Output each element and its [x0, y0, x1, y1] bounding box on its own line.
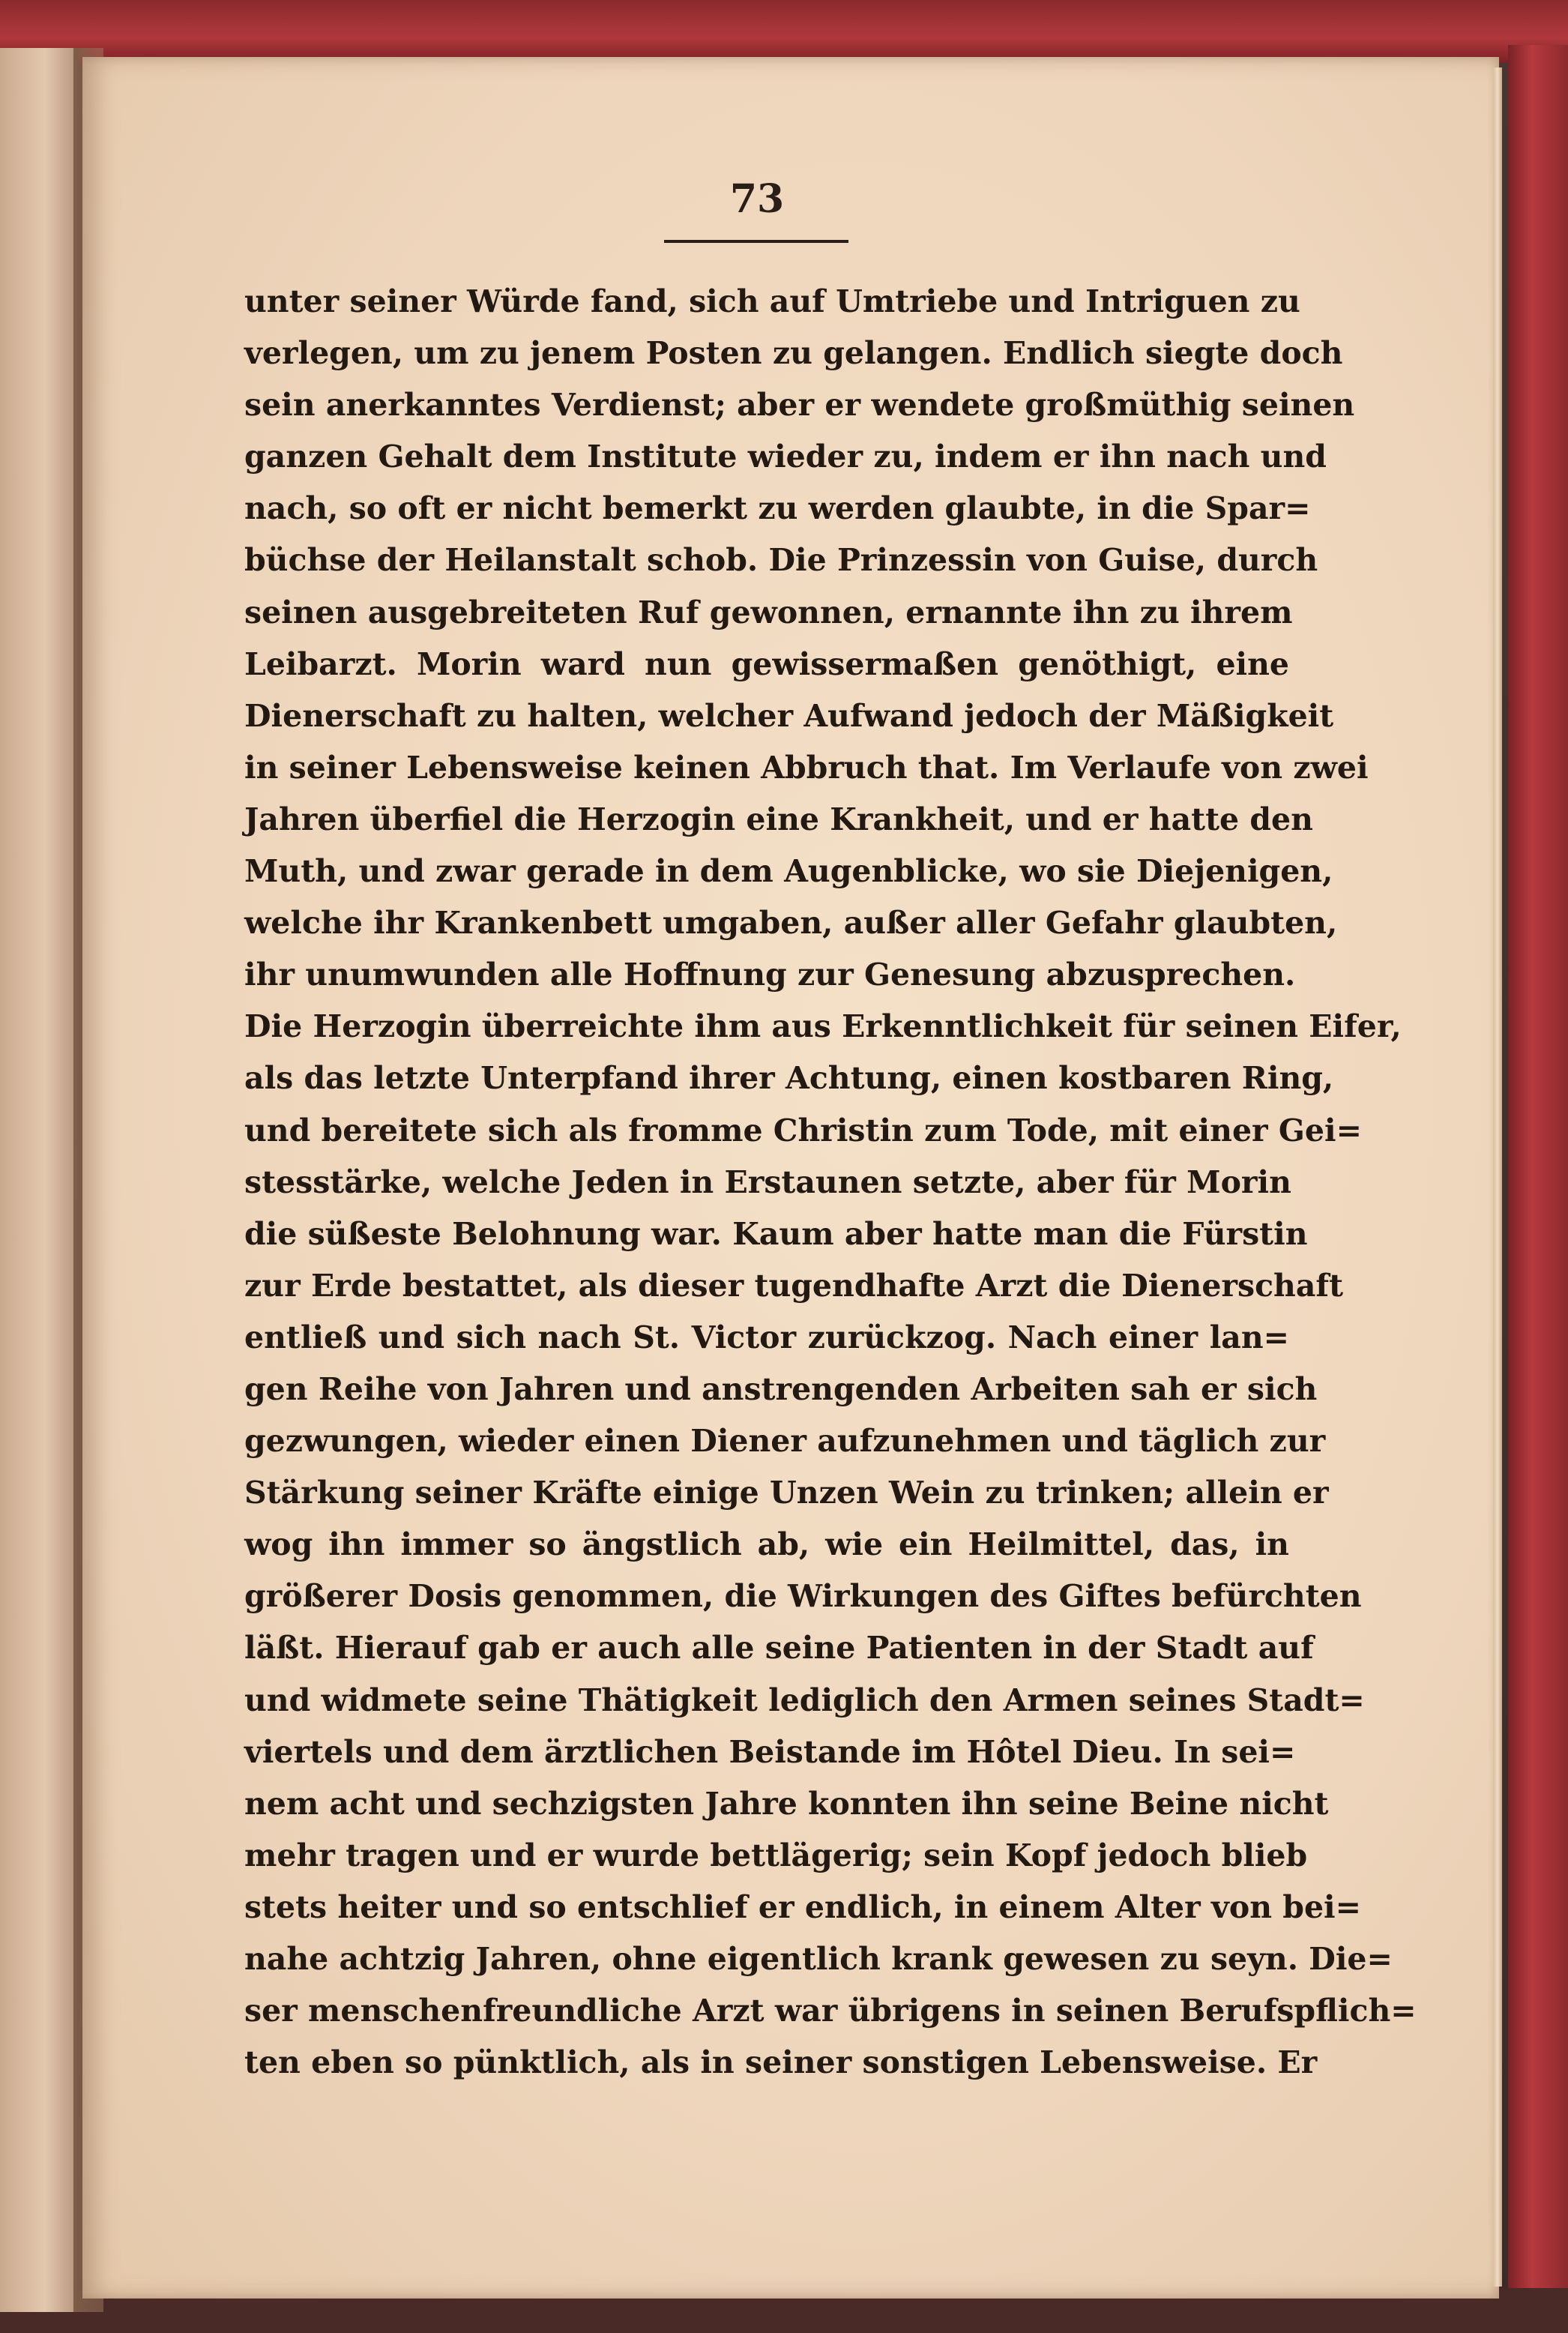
page-number: 73	[729, 176, 785, 222]
text-line: mehr tragen und er wurde bettlägerig; sein Kopf jedoch blieb	[244, 1837, 1308, 1873]
text-line: nahe achtzig Jahren, ohne eigentlich krank gewesen zu seyn. Die=	[244, 1941, 1393, 1977]
text-line: nach, so oft er nicht bemerkt zu werden glaubte, in die Spar=	[244, 490, 1311, 527]
text-line: ihr unumwunden alle Hoffnung zur Genesung abzusprechen.	[244, 957, 1296, 993]
text-line: nem acht und sechzigsten Jahre konnten ihn seine Beine nicht	[244, 1785, 1329, 1822]
text-line: Dienerschaft zu halten, welcher Aufwand jedoch der Mäßigkeit	[244, 697, 1334, 734]
book-cover-top-edge	[0, 0, 1568, 63]
page-stack-edge	[1493, 67, 1502, 2287]
text-line: in seiner Lebensweise keinen Abbruch that. Im Verlaufe von zwei	[244, 749, 1369, 786]
text-line: wog ihn immer so ängstlich ab, wie ein Heilmittel, das, in	[244, 1526, 1289, 1563]
facing-page-edge	[0, 48, 76, 2312]
text-line: sein anerkanntes Verdienst; aber er wendete großmüthig seinen	[244, 387, 1355, 424]
text-line: als das letzte Unterpfand ihrer Achtung, einen kostbaren Ring,	[244, 1060, 1334, 1097]
text-line: viertels und dem ärztlichen Beistande im Hôtel Dieu. In sei=	[244, 1733, 1296, 1770]
text-line: größerer Dosis genommen, die Wirkungen des Giftes befürchten	[244, 1578, 1362, 1615]
text-line: und widmete seine Thätigkeit lediglich den Armen seines Stadt=	[244, 1682, 1365, 1718]
text-line: und bereitete sich als fromme Christin zum Tode, mit einer Gei=	[244, 1112, 1362, 1149]
text-line: Stärkung seiner Kräfte einige Unzen Wein zu trinken; allein er	[244, 1475, 1329, 1511]
body-text	[244, 276, 1417, 2089]
text-line: Muth, und zwar gerade in dem Augenblicke, wo sie Diejenigen,	[244, 853, 1333, 890]
text-line: gen Reihe von Jahren und anstrengenden Arbeiten sah er sich	[244, 1370, 1318, 1407]
text-line: Jahren überfiel die Herzogin eine Krankheit, und er hatte den	[244, 801, 1313, 837]
text-line: stesstärke, welche Jeden in Erstaunen setzte, aber für Morin	[244, 1164, 1291, 1200]
text-line: büchse der Heilanstalt schob. Die Prinzessin von Guise, durch	[244, 542, 1318, 579]
text-line: seinen ausgebreiteten Ruf gewonnen, ernannte ihn zu ihrem	[244, 594, 1293, 630]
text-line: die süßeste Belohnung war. Kaum aber hatte man die Fürstin	[244, 1215, 1308, 1252]
text-line: stets heiter und so entschlief er endlich, in einem Alter von bei=	[244, 1888, 1361, 1925]
text-line: läßt. Hierauf gab er auch alle seine Patienten in der Stadt auf	[244, 1630, 1314, 1667]
text-line: unter seiner Würde fand, sich auf Umtriebe und Intriguen zu	[244, 283, 1300, 319]
text-line: gezwungen, wieder einen Diener aufzunehmen und täglich zur	[244, 1423, 1326, 1460]
text-line: Die Herzogin überreichte ihm aus Erkenntlichkeit für seinen Eifer,	[244, 1008, 1402, 1045]
text-line: zur Erde bestattet, als dieser tugendhafte Arzt die Dienerschaft	[244, 1267, 1344, 1304]
page-number-rule	[664, 240, 848, 243]
text-line: welche ihr Krankenbett umgaben, außer aller Gefahr glaubten,	[244, 905, 1338, 942]
text-line: verlegen, um zu jenem Posten zu gelangen. Endlich siegte doch	[244, 335, 1343, 372]
text-line: ten eben so pünktlich, als in seiner sonstigen Lebensweise. Er	[244, 2044, 1318, 2081]
text-line: entließ und sich nach St. Victor zurückzog. Nach einer lan=	[244, 1319, 1289, 1355]
text-line: ser menschenfreundliche Arzt war übrigens in seinen Berufspflich=	[244, 1993, 1417, 2029]
text-line: Leibarzt. Morin ward nun gewissermaßen genöthigt, eine	[244, 645, 1289, 682]
text-line: ganzen Gehalt dem Institute wieder zu, indem er ihn nach und	[244, 439, 1327, 475]
book-cover-right-edge	[1508, 45, 1568, 2294]
